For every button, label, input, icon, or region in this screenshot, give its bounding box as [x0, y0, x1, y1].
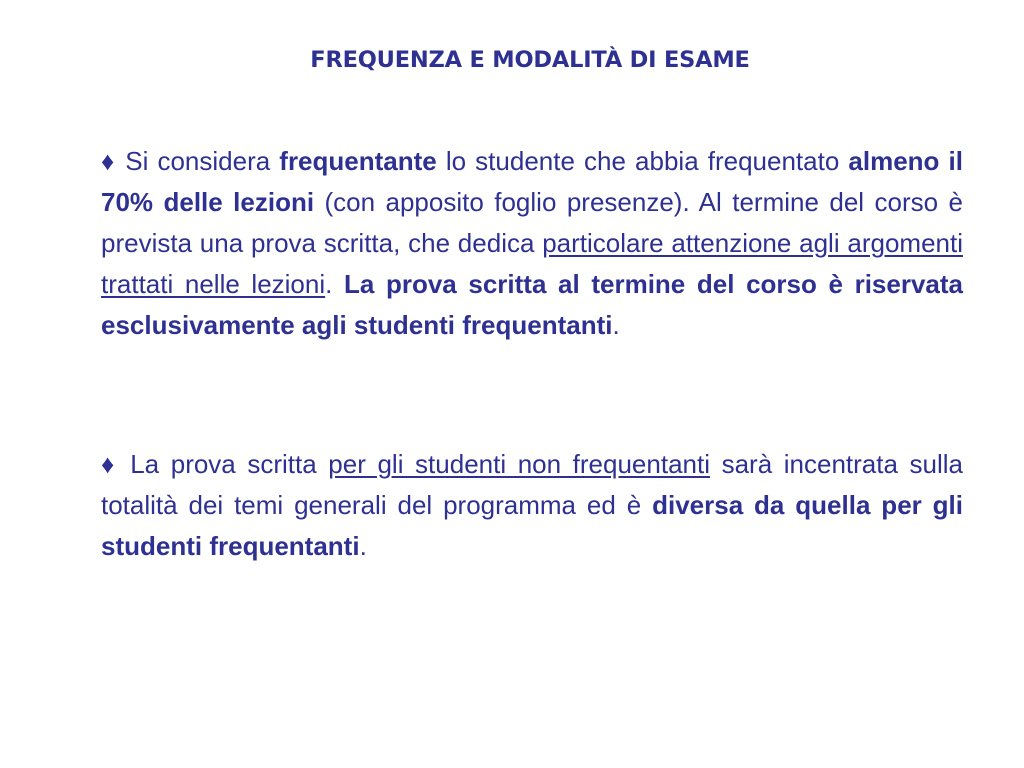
- underlined-segment: particolare attenzione agli argomenti trattati nelle lezioni: [101, 228, 963, 299]
- text-segment: lo studente che abbia frequentato: [436, 146, 849, 176]
- bold-segment: almeno il 70% delle lezioni: [101, 146, 963, 217]
- text-segment: Si considera: [116, 146, 280, 176]
- bold-segment: La prova scritta al termine del corso è riservata esclusivamente agli studenti frequentanti: [101, 269, 964, 340]
- slide-title: FREQUENZA E MODALITÀ DI ESAME: [310, 47, 750, 73]
- text-segment: (con apposito foglio presenze). Al termine del corso è prevista una prova scritta, che dedica: [101, 187, 963, 258]
- diamond-bullet-icon: ♦: [101, 449, 119, 479]
- text-segment: La prova scritta: [118, 449, 329, 479]
- bold-segment: frequentante: [279, 146, 437, 176]
- text-segment: .: [325, 269, 344, 299]
- bold-segment: diversa da quella per gli studenti frequentanti: [101, 490, 963, 561]
- diamond-bullet-icon: ♦: [101, 146, 117, 176]
- text-segment: .: [612, 310, 620, 340]
- text-segment: sarà incentrata sulla totalità dei temi generali del programma ed è: [101, 449, 963, 520]
- paragraph-non-frequentanti: [101, 444, 963, 567]
- underlined-segment: per gli studenti non frequentanti: [328, 449, 710, 479]
- text-segment: .: [359, 531, 367, 561]
- paragraph-frequentante: [101, 141, 963, 346]
